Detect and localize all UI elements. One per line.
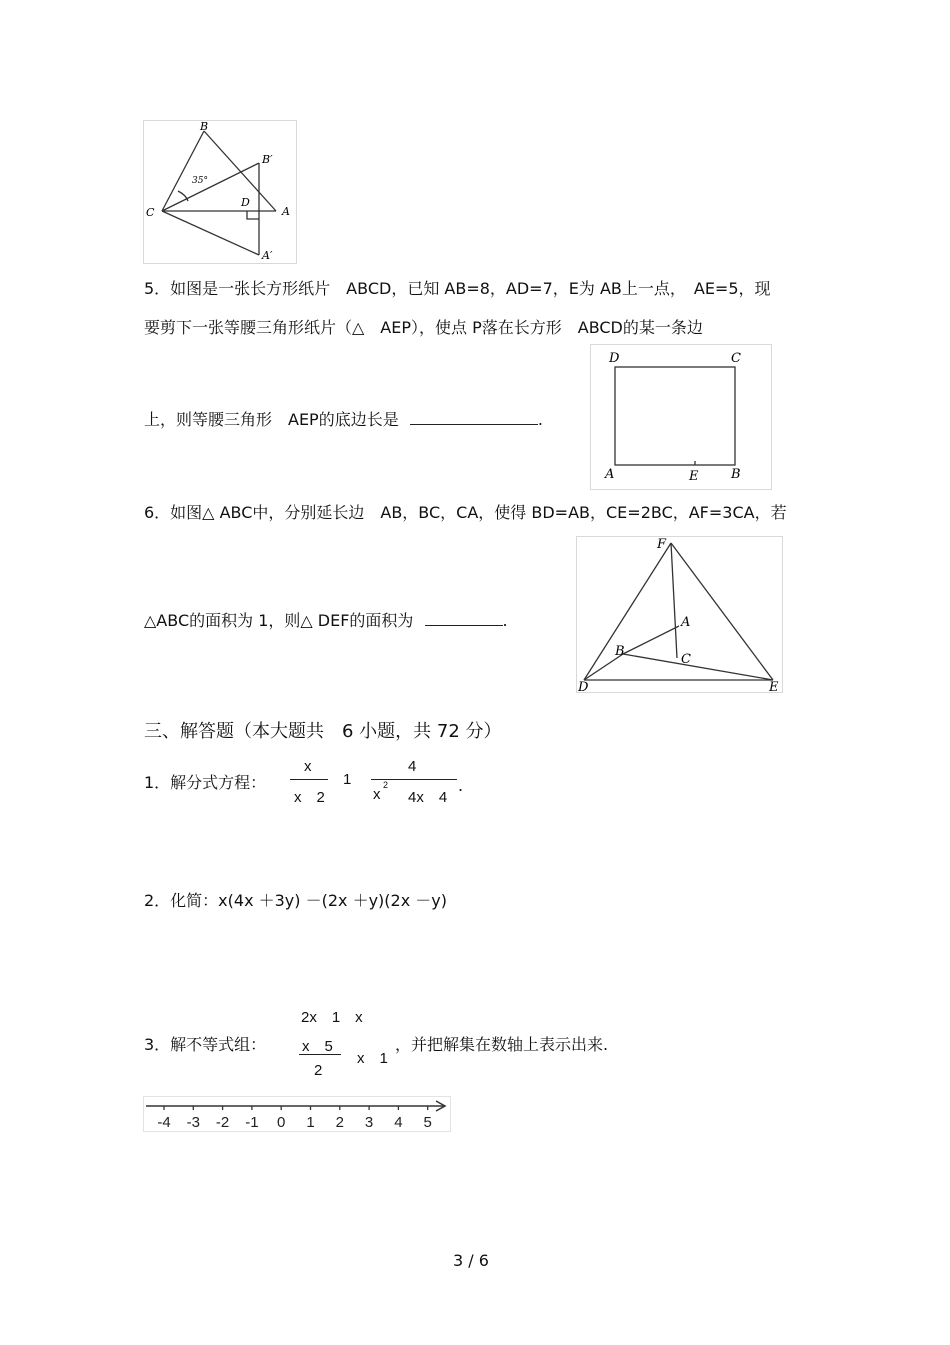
q5-line1: 5．如图是一张长方形纸片 ABCD，已知 AB=8，AD=7，E为 AB上一点， AE=5，现 — [144, 279, 771, 298]
figure-rotated-triangles — [143, 120, 297, 264]
label-A-prime: A′ — [262, 249, 273, 262]
label-angle: 35° — [192, 176, 208, 186]
rectangle-svg — [591, 345, 771, 489]
label-D: D — [241, 196, 250, 209]
label-D: D — [609, 351, 620, 366]
label-E: E — [769, 680, 779, 692]
number-line-label: -2 — [215, 1114, 230, 1131]
number-line-label: -1 — [245, 1114, 259, 1131]
number-line-label: 1 — [306, 1114, 315, 1131]
p3-ineq2-bar — [299, 1054, 341, 1055]
p1-end: . — [458, 776, 464, 795]
p3-ineq2-den: 2 — [314, 1062, 323, 1079]
p1-frac2-den-exp: 2 — [383, 780, 389, 790]
p3-ineq1: 2x 1 x — [301, 1009, 363, 1026]
number-line-label: -4 — [157, 1114, 171, 1131]
number-line-label: 2 — [335, 1114, 344, 1131]
label-F: F — [657, 537, 667, 552]
label-A: A — [605, 467, 615, 482]
p3-label: 3．解不等式组： — [144, 1035, 267, 1054]
label-A: A — [681, 615, 691, 630]
number-line-label: 0 — [277, 1114, 286, 1131]
q5-answer-blank[interactable] — [410, 410, 538, 425]
label-A: A — [282, 205, 290, 218]
number-line-label: 3 — [364, 1114, 374, 1131]
label-C: C — [731, 351, 741, 366]
q6-line2: △ABC的面积为 1，则△ DEF的面积为 — [144, 611, 414, 630]
p1-frac2-den-rest: 4x 4 — [408, 789, 448, 806]
label-C: C — [681, 652, 691, 667]
number-line-label: 4 — [394, 1114, 403, 1131]
p1-frac2-num: 4 — [408, 758, 417, 775]
p1-frac1-den: x 2 — [294, 789, 325, 806]
rotated-triangles-svg — [144, 121, 296, 263]
q6-tail: . — [502, 611, 508, 630]
p3-suffix: ，并把解集在数轴上表示出来. — [395, 1035, 609, 1054]
p1-one: 1 — [343, 771, 352, 788]
triangle-svg — [577, 537, 782, 692]
number-line-label: 5 — [423, 1114, 432, 1131]
p1-label: 1．解分式方程： — [144, 773, 267, 792]
label-B-prime: B′ — [262, 153, 273, 166]
p1-frac1-bar — [290, 779, 328, 780]
q5-line3: 上，则等腰三角形 AEP的底边长是 — [144, 410, 399, 429]
page-number: 3 / 6 — [453, 1251, 489, 1270]
number-line-label: -3 — [186, 1114, 200, 1131]
number-line-svg — [144, 1097, 450, 1131]
label-B: B — [200, 121, 209, 133]
figure-rectangle-abcd — [590, 344, 772, 490]
p1-frac2-den-x: x — [373, 786, 381, 803]
label-D: D — [578, 680, 589, 692]
q6-answer-blank[interactable] — [425, 611, 503, 626]
label-C: C — [146, 206, 155, 219]
p2-text: 2．化简：x(4x ＋3y) －(2x ＋y)(2x －y) — [144, 891, 447, 910]
number-line — [143, 1096, 451, 1132]
p1-frac1-num: x — [304, 758, 312, 775]
q5-line2: 要剪下一张等腰三角形纸片（△ AEP），使点 P落在长方形 ABCD的某一条边 — [144, 318, 703, 337]
p3-ineq2-rhs: x 1 — [357, 1050, 388, 1067]
label-B: B — [615, 644, 625, 659]
label-B: B — [731, 467, 741, 482]
q5-tail: . — [537, 410, 543, 429]
q5-line3-wrap — [144, 407, 543, 430]
q6-line1: 6．如图△ ABC中，分别延长边 AB，BC，CA，使得 BD=AB，CE=2BC，AF=3CA，若 — [144, 503, 787, 522]
figure-triangle-def — [576, 536, 783, 693]
p3-ineq2-num: x 5 — [302, 1038, 333, 1055]
label-E: E — [689, 469, 699, 484]
q6-line2-wrap — [144, 608, 508, 631]
section-heading: 三、解答题（本大题共 6 小题，共 72 分） — [144, 721, 502, 742]
